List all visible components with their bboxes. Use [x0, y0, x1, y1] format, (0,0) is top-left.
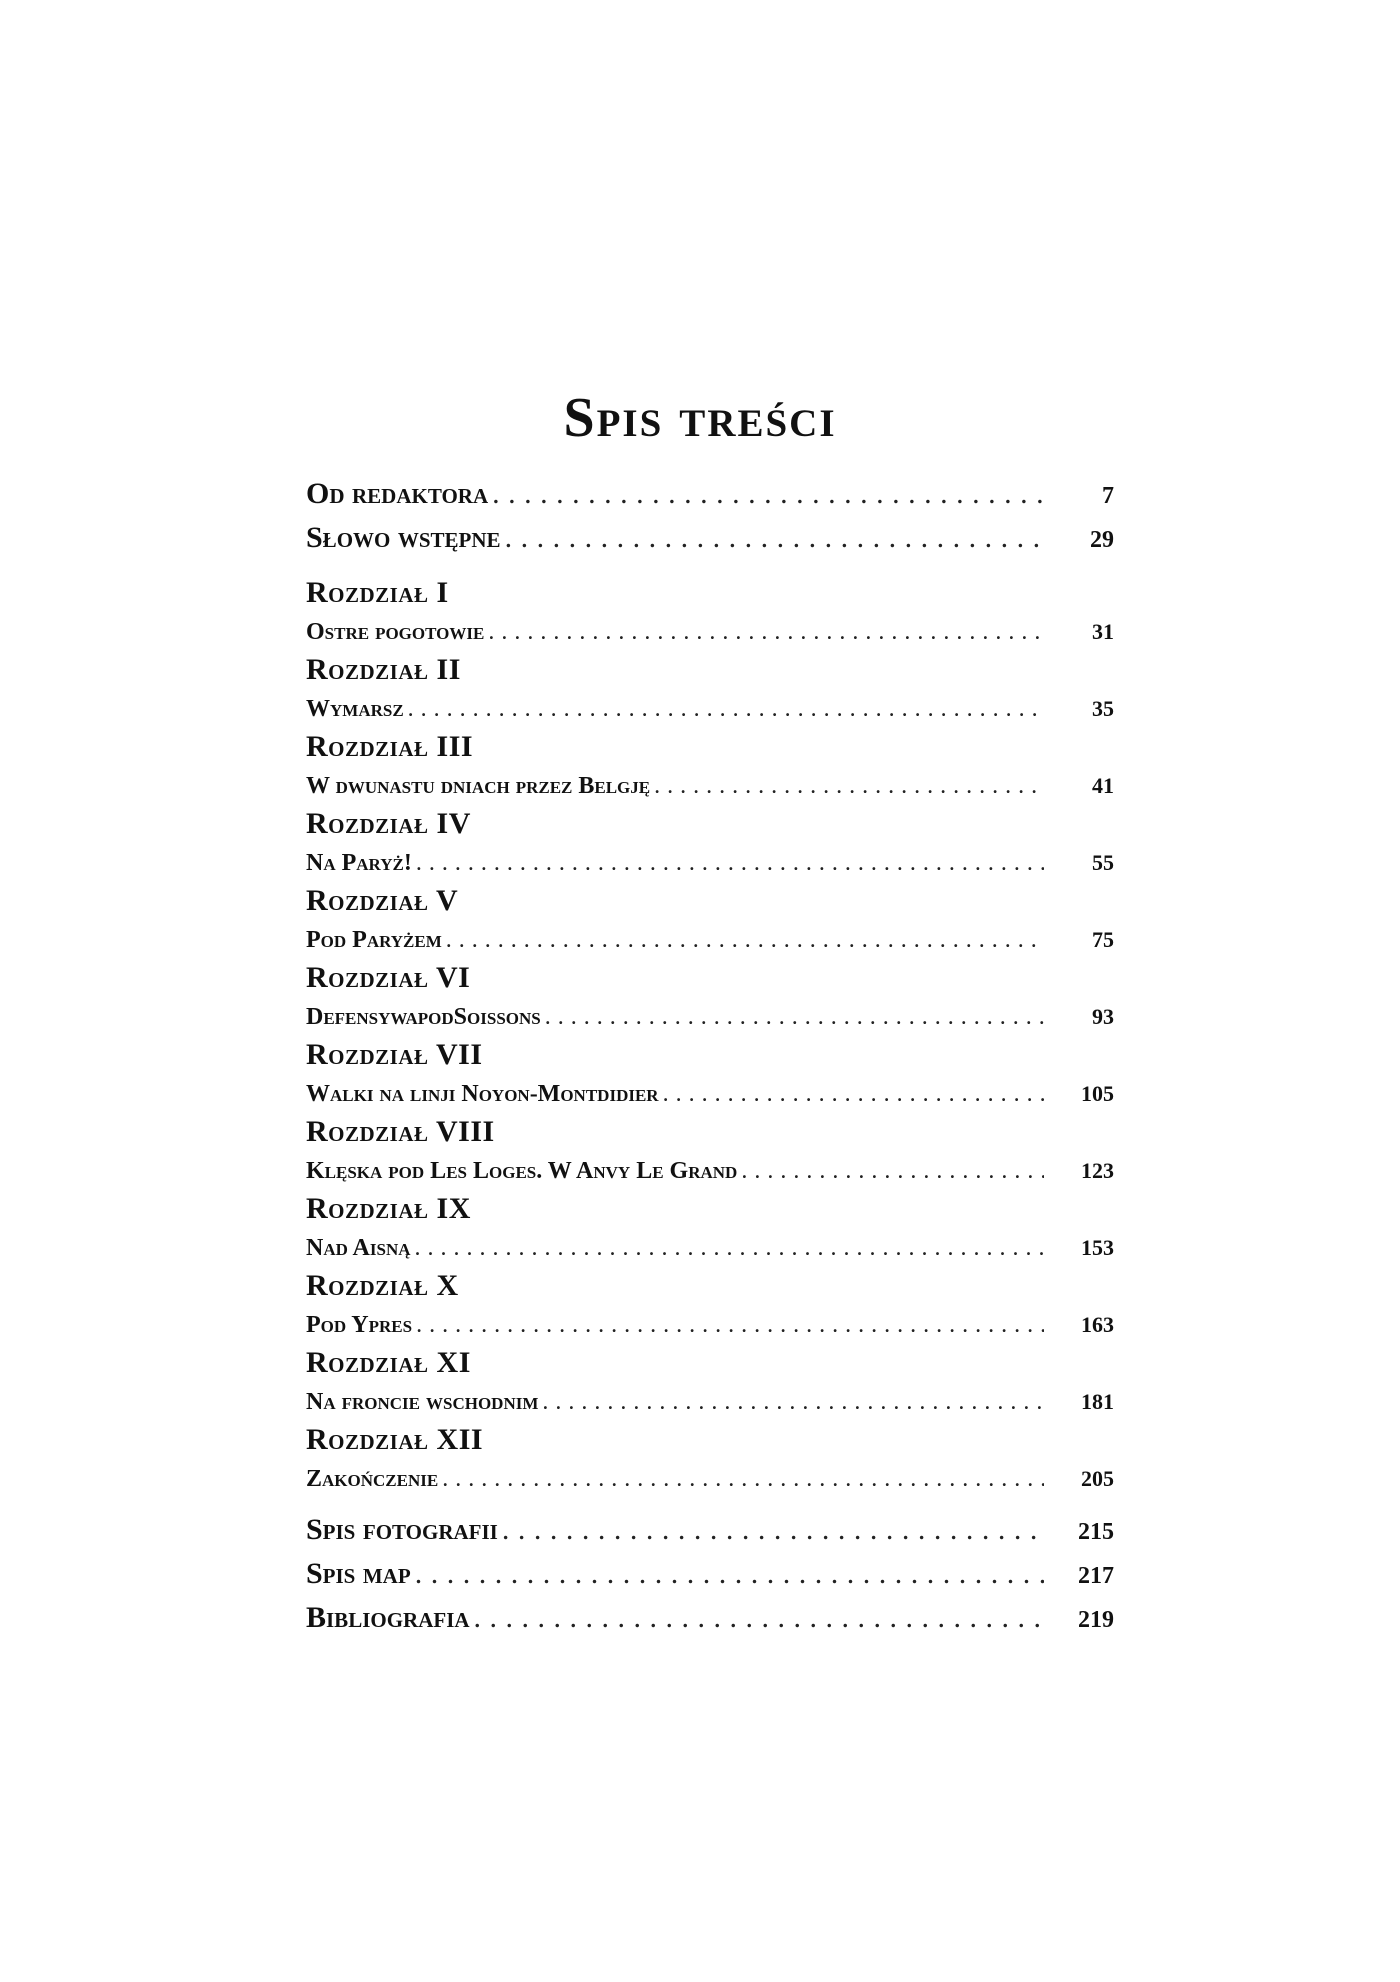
- toc-chapter-9[interactable]: [306, 1188, 1114, 1265]
- chapter-title: Ostre pogotowie: [306, 619, 485, 645]
- chapter-page: 205: [1081, 1466, 1114, 1491]
- toc-entry-page: 217: [1078, 1563, 1114, 1589]
- chapter-heading: Rozdział VII: [306, 1038, 483, 1071]
- chapter-page: 55: [1092, 850, 1114, 875]
- chapter-page: 105: [1081, 1081, 1114, 1106]
- toc-chapter-12[interactable]: [306, 1419, 1114, 1496]
- chapter-heading: Rozdział III: [306, 730, 474, 763]
- toc-chapter-11[interactable]: [306, 1342, 1114, 1419]
- toc-entry-page: 215: [1078, 1519, 1114, 1545]
- toc-entry-title: Spis fotografii: [306, 1513, 498, 1546]
- chapter-page: 163: [1081, 1312, 1114, 1337]
- toc-entry-title: Od redaktora: [306, 477, 489, 510]
- chapter-heading: Rozdział IV: [306, 807, 471, 840]
- toc-chapter-8[interactable]: [306, 1111, 1114, 1188]
- dot-leader: [492, 472, 1044, 516]
- dot-leader: [415, 1231, 1044, 1266]
- chapter-page: 35: [1092, 696, 1114, 721]
- chapter-title: Na Paryż!: [306, 850, 412, 876]
- dot-leader: [654, 769, 1044, 804]
- dot-leader: [442, 1462, 1044, 1497]
- toc-chapter-4[interactable]: [306, 803, 1114, 880]
- toc-entry-bibliografia[interactable]: [306, 1596, 1114, 1640]
- chapter-page: 31: [1092, 619, 1114, 644]
- dot-leader: [446, 923, 1044, 958]
- chapter-page: 75: [1092, 927, 1114, 952]
- dot-leader: [542, 1385, 1044, 1420]
- chapter-heading: Rozdział VI: [306, 961, 471, 994]
- table-of-contents: [306, 472, 1114, 1640]
- dot-leader: [416, 1308, 1044, 1343]
- dot-leader: [415, 1552, 1044, 1596]
- chapter-heading: Rozdział V: [306, 884, 459, 917]
- chapter-title: Wymarsz: [306, 696, 404, 722]
- toc-entry-page: 219: [1078, 1607, 1114, 1633]
- dot-leader: [545, 1000, 1044, 1035]
- chapter-page: 93: [1092, 1004, 1114, 1029]
- dot-leader: [416, 846, 1044, 881]
- chapter-title: Klęska pod Les Loges. W Anvy Le Grand: [306, 1158, 738, 1184]
- dot-leader: [502, 1508, 1044, 1552]
- toc-chapter-6[interactable]: [306, 957, 1114, 1034]
- dot-leader: [505, 516, 1044, 560]
- chapter-title: W dwunastu dniach przez Belgję: [306, 773, 651, 799]
- page-title: Spis treści: [563, 387, 837, 449]
- toc-entry-title: Bibliografia: [306, 1601, 470, 1634]
- toc-entry-title: Słowo wstępne: [306, 521, 501, 554]
- toc-entry-title: Spis map: [306, 1557, 411, 1590]
- chapter-title: Nad Aisną: [306, 1235, 411, 1261]
- chapter-heading: Rozdział XII: [306, 1423, 484, 1456]
- dot-leader: [741, 1154, 1044, 1189]
- chapter-page: 123: [1081, 1158, 1114, 1183]
- toc-entry-od-redaktora[interactable]: [306, 472, 1114, 516]
- dot-leader: [408, 692, 1044, 727]
- toc-entry-spis-map[interactable]: [306, 1552, 1114, 1596]
- dot-leader: [488, 615, 1044, 650]
- toc-entry-spis-fotografii[interactable]: [306, 1508, 1114, 1552]
- toc-entry-page: 7: [1102, 483, 1114, 509]
- chapter-title: DefensywapodSoissons: [306, 1004, 541, 1030]
- toc-chapter-5[interactable]: [306, 880, 1114, 957]
- chapter-page: 181: [1081, 1389, 1114, 1414]
- toc-chapter-10[interactable]: [306, 1265, 1114, 1342]
- chapter-heading: Rozdział X: [306, 1269, 459, 1302]
- toc-chapter-2[interactable]: [306, 649, 1114, 726]
- chapter-title: Pod Ypres: [306, 1312, 413, 1338]
- chapter-page: 153: [1081, 1235, 1114, 1260]
- chapter-heading: Rozdział I: [306, 576, 449, 609]
- chapter-title: Zakończenie: [306, 1466, 439, 1492]
- chapter-page: 41: [1092, 773, 1114, 798]
- chapter-heading: Rozdział IX: [306, 1192, 471, 1225]
- toc-entry-slowo-wstepne[interactable]: [306, 516, 1114, 572]
- dot-leader: [663, 1077, 1044, 1112]
- toc-chapter-7[interactable]: [306, 1034, 1114, 1111]
- chapter-title: Walki na linji Noyon-Montdidier: [306, 1081, 659, 1107]
- toc-chapter-1[interactable]: [306, 572, 1114, 649]
- toc-chapter-3[interactable]: [306, 726, 1114, 803]
- chapter-title: Na froncie wschodnim: [306, 1389, 539, 1415]
- toc-entry-page: 29: [1090, 527, 1114, 553]
- chapter-heading: Rozdział XI: [306, 1346, 471, 1379]
- chapter-heading: Rozdział II: [306, 653, 461, 686]
- chapter-heading: Rozdział VIII: [306, 1115, 495, 1148]
- dot-leader: [474, 1596, 1044, 1640]
- chapter-title: Pod Paryżem: [306, 927, 442, 953]
